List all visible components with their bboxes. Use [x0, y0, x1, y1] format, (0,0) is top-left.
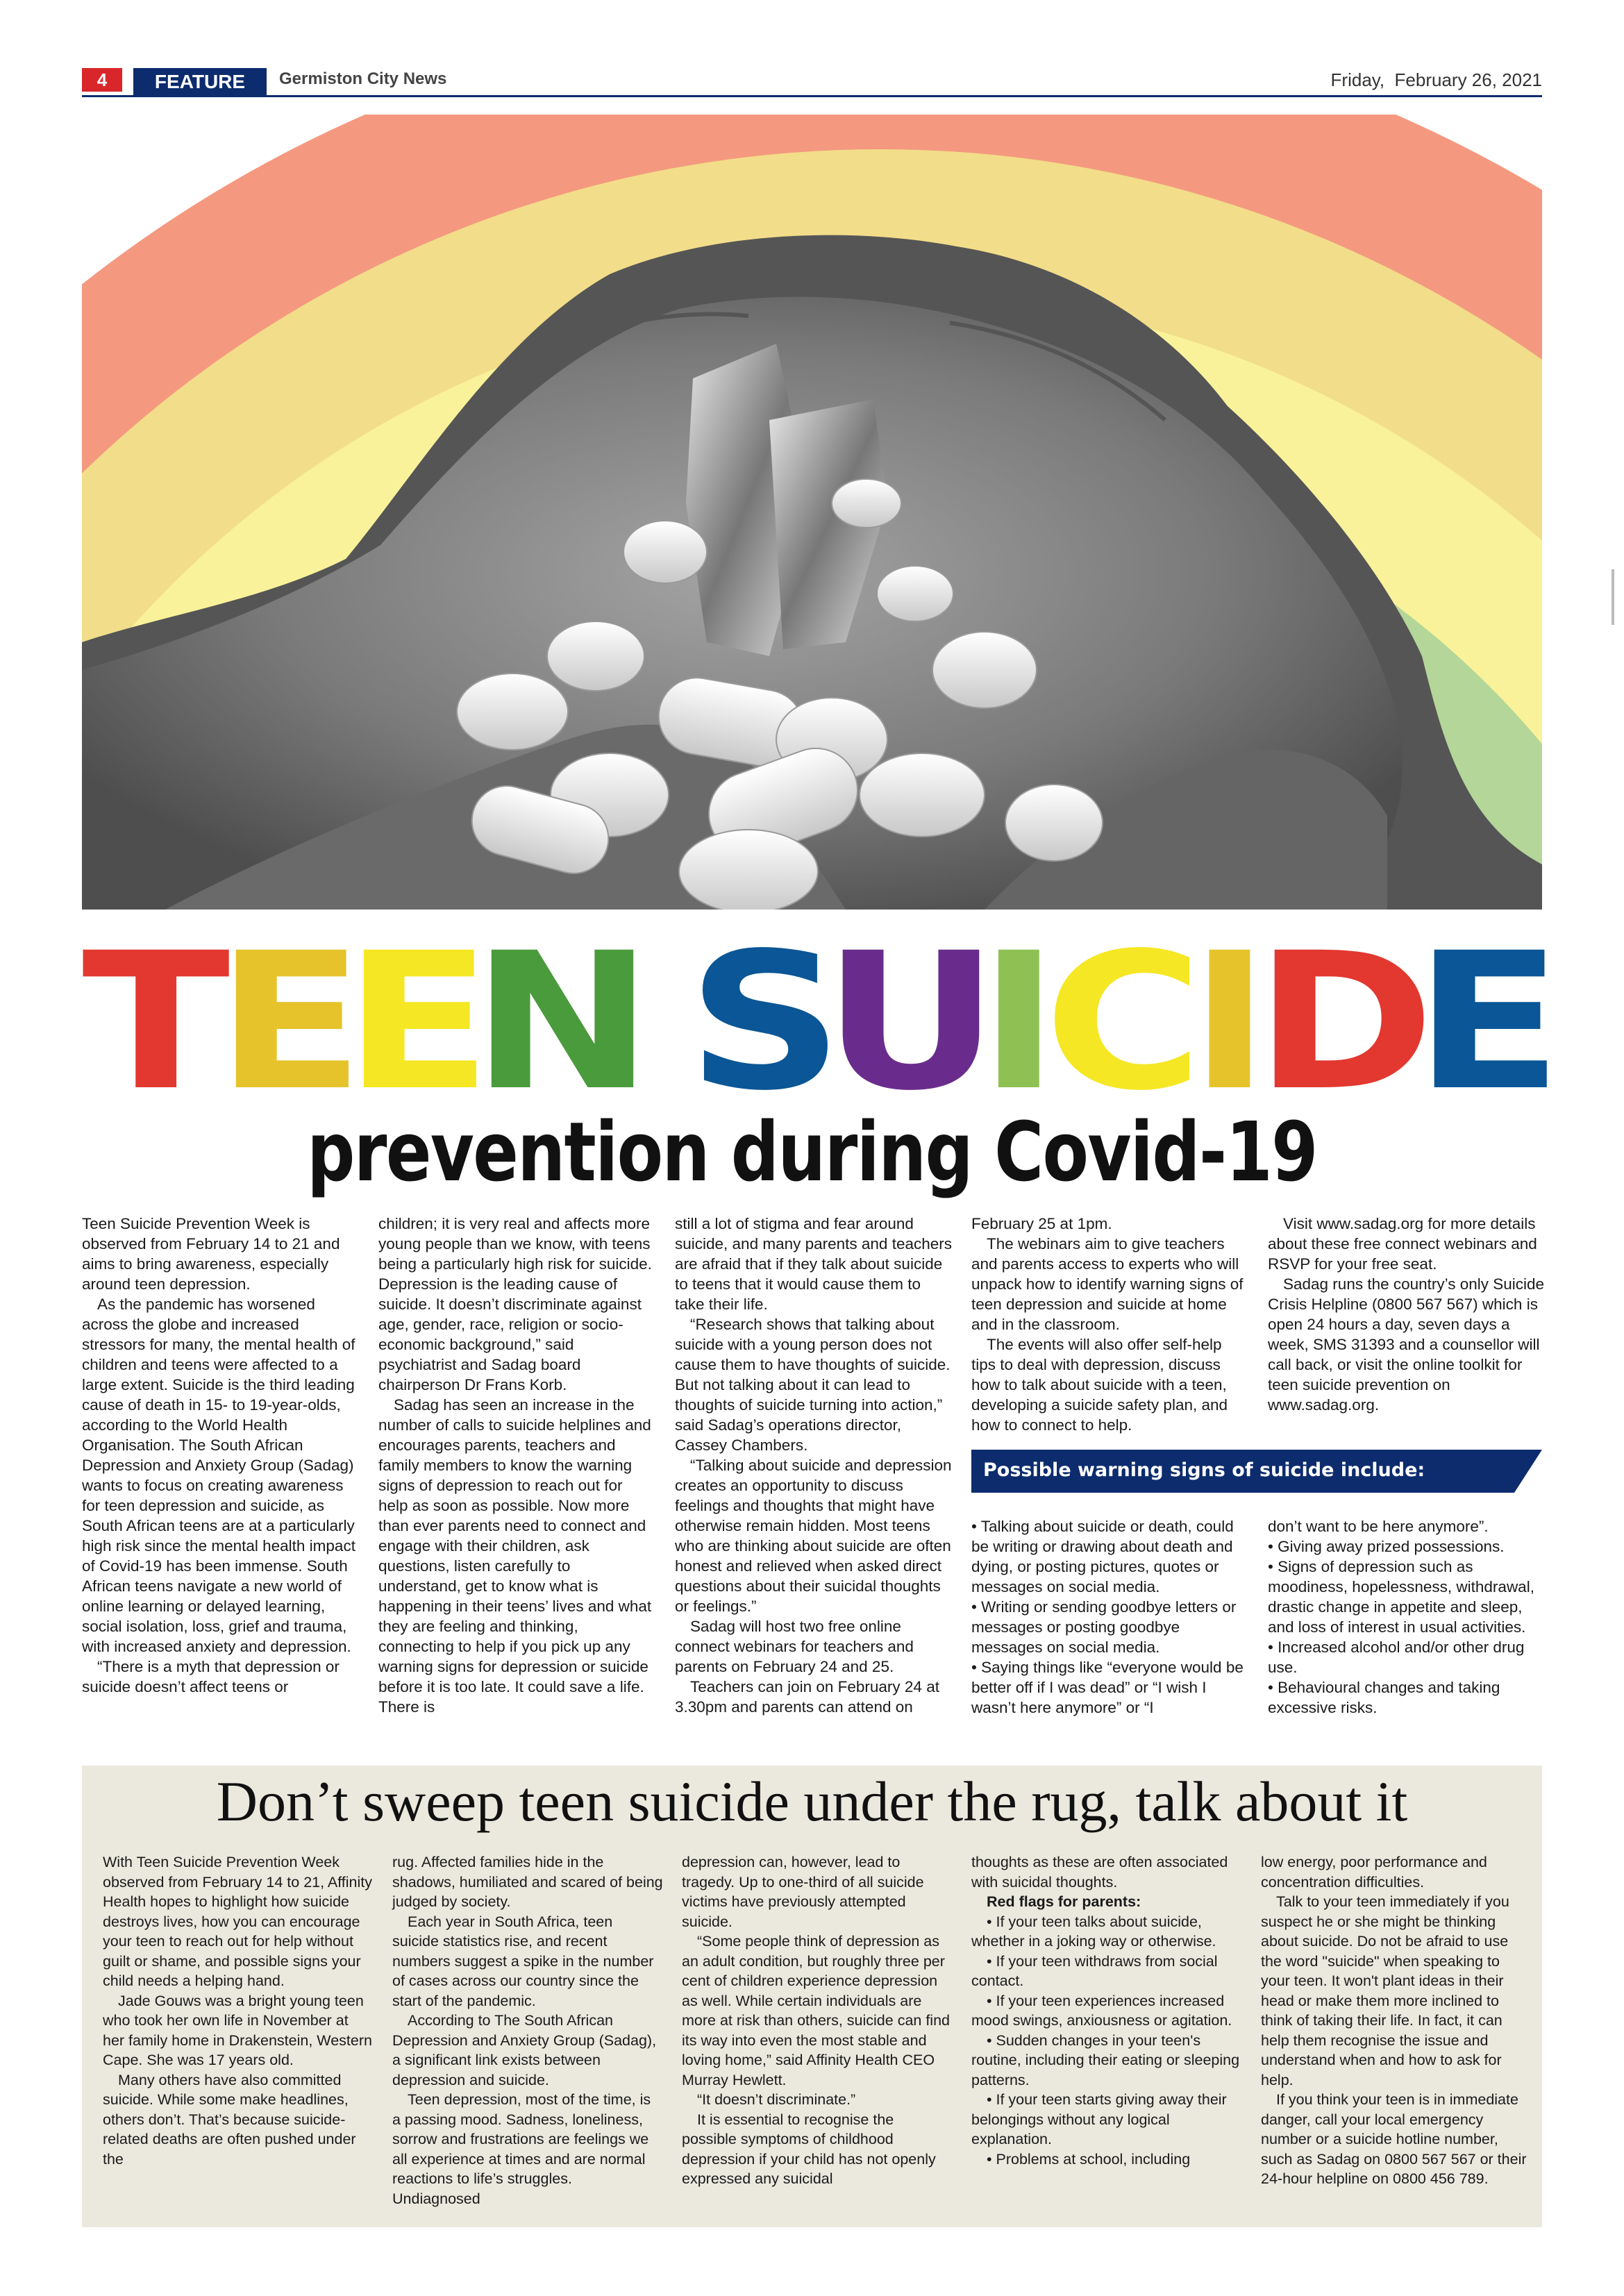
paragraph: February 25 at 1pm.: [971, 1215, 1112, 1232]
page-number: 4: [82, 68, 122, 92]
paragraph: • If your teen withdraws from social contact.: [971, 1952, 1218, 1989]
paragraph: Teachers can join on February 24 at 3.30pm and parents can attend on: [675, 1678, 939, 1716]
paragraph: “It doesn’t discriminate.”: [697, 2091, 856, 2108]
paragraph: “Some people think of depression as an adult condition, but roughly three per cent of children experience depression as well. While certain individuals are more at risk than others, suicide can find its way into even the most stable and loving home,” said Affinity Health CEO Murray Hewlett.: [682, 1933, 950, 2088]
panel-column-5: [1261, 1852, 1532, 2189]
panel-column-1: [103, 1852, 374, 2169]
section-label: FEATURE: [133, 68, 267, 96]
panel-column-2: [392, 1852, 663, 2209]
headline-letter: S: [687, 912, 844, 1132]
header-rule: [82, 95, 1542, 97]
red-flags-heading: Red flags for parents:: [987, 1893, 1141, 1910]
paragraph: • Increased alcohol and/or other drug use.: [1268, 1639, 1525, 1676]
paragraph: As the pandemic has worsened across the globe and increased stressors for many, the mental health of children and teens were affected to a large extent. Suicide is the third leading cause of death in 15- to 19-year-olds, according to the World Health Organisation. The South African Depression and Anxiety Group (Sadag) wants to focus on creating awareness for teen depression and suicide, as South African teens are at a particularly high risk since the mental health impact of Covid-19 has been immense. South African teens navigate a new world of online learning or delayed learning, social isolation, loss, grief and trauma, with increased anxiety and depression.: [82, 1296, 355, 1655]
paragraph: • Writing or sending goodbye letters or messages or posting goodbye messages on social media.: [971, 1598, 1237, 1656]
paragraph: • Signs of depression such as moodiness, hopelessness, withdrawal, drastic change in appetite and sleep, and loss of interest in usual activities.: [1268, 1558, 1534, 1636]
paragraph: low energy, poor performance and concentration difficulties.: [1261, 1854, 1487, 1891]
headline-teen-suicide: [82, 912, 1563, 1132]
issue-date: Friday, February 26, 2021: [1330, 69, 1542, 90]
paragraph: “There is a myth that depression or suicide doesn’t affect teens or: [82, 1658, 340, 1695]
paragraph: Teen Suicide Prevention Week is observed from February 14 to 21 and aims to bring awareness, especially around teen depression.: [82, 1215, 340, 1293]
headline-letter: E: [1414, 912, 1563, 1132]
paragraph: It is essential to recognise the possible symptoms of childhood depression if your child has not openly expressed any suicidal: [682, 2111, 936, 2187]
headline-letter: U: [823, 912, 999, 1132]
warning-list-column-1: [971, 1516, 1249, 1718]
hero-photo-hands-with-pills: [82, 115, 1542, 910]
paragraph: “Research shows that talking about suicide with a young person does not cause them to have thoughts of suicide. But not talking about it can lead to thoughts of suicide turning into action,” said Sadag’s operations director, Cassey Chambers.: [675, 1316, 951, 1454]
article-column-3: [675, 1214, 953, 1717]
paragraph: children; it is very real and affects more young people than we know, with teens being a particularly high risk for suicide. Depression is the leading cause of suicide. It doesn’t discriminate against age, gender, race, religion or socio-economic background,” said psychiatrist and Sadag board chairperson Dr Frans Korb.: [378, 1215, 652, 1393]
panel-column-4: [971, 1852, 1242, 2169]
paragraph: don’t want to be here anymore”.: [1268, 1518, 1489, 1535]
headline-letter: E: [216, 912, 365, 1132]
paragraph: Jade Gouws was a bright young teen who took her own life in November at her family home in Drakenstein, Western Cape. She was 17 years old.: [103, 1992, 372, 2068]
paragraph: Sadag has seen an increase in the number of calls to suicide helplines and encourages parents, teachers and family members to know the warning signs of depression to reach out for help as soon as possible. Now more than ever parents need to connect and engage with their children, ask questions, listen carefully to understand, get to know what is happening in their teens’ lives and what they are feeling and thinking, connecting to help if you pick up any warning signs for depression or suicide before it is too late. It could save a life. There is: [378, 1396, 652, 1716]
article-column-5: [1268, 1214, 1546, 1415]
paragraph: Many others have also committed suicide. While some make headlines, others don’t. That’s because suicide-related deaths are often pushed under the: [103, 2071, 356, 2168]
paragraph: Sadag will host two free online connect webinars for teachers and parents on February 24 and 25.: [675, 1618, 914, 1675]
paragraph: With Teen Suicide Prevention Week observed from February 14 to 21, Affinity Health hopes to highlight how suicide destroys lives, how you can encourage your teen to reach out for help without guilt or shame, and possible signs your child needs a helping hand.: [103, 1854, 372, 1989]
page-edge-marker: [1612, 569, 1614, 625]
paragraph: Sadag runs the country’s only Suicide Crisis Helpline (0800 567 567) which is open 24 hours a day, seven days a week, SMS 31393 and a counsellor will call back, or visit the online toolkit for teen suicide prevention on www.sadag.org.: [1268, 1275, 1545, 1414]
paragraph: • Behavioural changes and taking excessive risks.: [1268, 1679, 1500, 1716]
headline-letter: I: [1189, 912, 1271, 1132]
paragraph: Each year in South Africa, teen suicide statistics rise, and recent numbers suggest a spike in the number of cases across our country since the start of the pandemic.: [392, 1913, 654, 2009]
paragraph: • If your teen talks about suicide, whether in a joking way or otherwise.: [971, 1913, 1216, 1950]
paragraph: Teen depression, most of the time, is a passing mood. Sadness, loneliness, sorrow and frustrations are feelings we all experience at times and are normal reactions to life’s struggles. Undiagnosed: [392, 2091, 651, 2207]
paragraph: • Giving away prized possessions.: [1268, 1538, 1505, 1555]
panel-column-3: [682, 1852, 953, 2189]
warning-title: Possible warning signs of suicide include:: [983, 1459, 1425, 1481]
publication-name: Germiston City News: [279, 69, 447, 88]
headline-letter: I: [978, 912, 1060, 1132]
headline-letter: E: [344, 912, 492, 1132]
paragraph: • Problems at school, including: [987, 2150, 1191, 2168]
headline-letter: N: [471, 912, 653, 1132]
article-column-1: [82, 1214, 360, 1697]
article-column-2: [378, 1214, 656, 1717]
article-column-4: [971, 1214, 1249, 1435]
panel-headline: Don’t sweep teen suicide under the rug, talk about it: [216, 1770, 1408, 1833]
headline-subtitle: prevention during Covid-19: [307, 1104, 1317, 1200]
paragraph: depression can, however, lead to tragedy. Up to one-third of all suicide victims have previously attempted suicide.: [682, 1854, 924, 1930]
paragraph: According to The South African Depression and Anxiety Group (Sadag), a significant link exists between depression and suicide.: [392, 2012, 657, 2088]
paragraph: “Talking about suicide and depression creates an opportunity to discuss feelings and thoughts that might have otherwise remain hidden. Most teens who are thinking about suicide are often honest and relieved when asked direct questions about their suicidal thoughts or feelings.”: [675, 1457, 952, 1615]
paragraph: Visit www.sadag.org for more details about these free connect webinars and RSVP for your free seat.: [1268, 1215, 1537, 1273]
panel-col4-intro: thoughts as these are often associated with suicidal thoughts.: [971, 1854, 1228, 1891]
headline-letter: D: [1255, 912, 1435, 1132]
paragraph: • If your teen experiences increased mood swings, anxiousness or agitation.: [971, 1992, 1232, 2029]
paragraph: • Sudden changes in your teen's routine, including their eating or sleeping patterns.: [971, 2031, 1240, 2088]
warning-list-column-2: [1268, 1516, 1546, 1718]
headline-letter: T: [82, 912, 231, 1132]
paragraph: Talk to your teen immediately if you suspect he or she might be thinking about suicide. Do not be afraid to use the word "suicide" when speaking to your teen. It won't plant ideas in their head or make them more inclined to think of taking their life. In fact, it can help them recognise the issue and understand when and how to ask for help.: [1261, 1893, 1509, 2088]
paragraph: still a lot of stigma and fear around suicide, and many parents and teachers are afraid that if they talk about suicide to teens that it would cause them to take their life.: [675, 1215, 952, 1313]
paragraph: The webinars aim to give teachers and parents access to experts who will unpack how to identify warning signs of teen depression and suicide at home and in the classroom.: [971, 1235, 1244, 1333]
paragraph: rug. Affected families hide in the shadows, humiliated and scared of being judged by society.: [392, 1854, 663, 1910]
paragraph: If you think your teen is in immediate danger, call your local emergency number or a suicide hotline number, such as Sadag on 0800 567 567 or their 24-hour helpline on 0800 456 789.: [1261, 2091, 1527, 2187]
paragraph: • Talking about suicide or death, could be writing or drawing about death and dying, or posting pictures, quotes or messages on social media.: [971, 1518, 1234, 1595]
paragraph: The events will also offer self-help tips to deal with depression, discuss how to talk about suicide with a teen, developing a suicide safety plan, and how to connect to help.: [971, 1336, 1228, 1434]
paragraph: • If your teen starts giving away their belongings without any logical explanation.: [971, 2091, 1227, 2147]
headline-letter: C: [1044, 912, 1204, 1132]
paragraph: • Saying things like “everyone would be better off if I was dead” or “I wish I wasn’t here anymore” or “I: [971, 1659, 1244, 1716]
red-flags-list: [971, 1912, 1242, 2170]
